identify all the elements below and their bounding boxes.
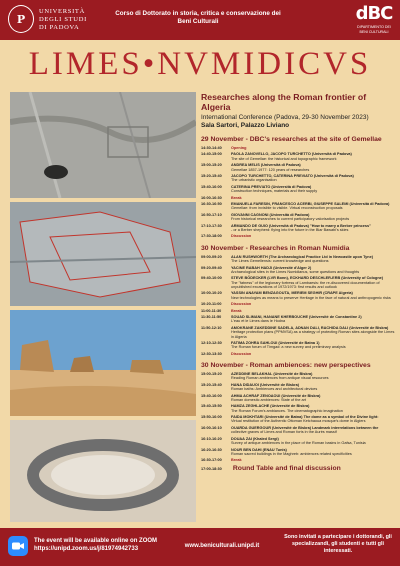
- conference-dates: International Conference (Padova, 29-30 November 2023): [201, 114, 369, 121]
- schedule-row: [201, 224, 395, 233]
- schedule-row: [201, 276, 395, 289]
- schedule-row: [201, 266, 395, 275]
- schedule-time: 16:10-16:20: [201, 436, 222, 441]
- schedule-time: 15:20-15:40: [201, 382, 222, 387]
- schedule-time: 15:40-16:00: [201, 184, 222, 189]
- schedule-row: [201, 185, 395, 194]
- speaker: YASSIN ANAYAM BENZAGOUTA, MERIEM SEGHIR (CRAPE Algeria): [231, 291, 353, 296]
- university-name-line: DI PADOVA: [39, 24, 80, 31]
- university-seal-icon: P: [8, 5, 34, 33]
- schedule-row: [201, 448, 395, 457]
- schedule-list: [201, 146, 395, 239]
- day-title: 30 November - Researches in Roman Numidia: [201, 244, 350, 252]
- schedule-entry: [231, 202, 395, 211]
- schedule-entry: [231, 426, 395, 435]
- talk-title: collective graves of Limes and Roman forts in the Aurès massif: [231, 430, 337, 435]
- schedule-time: 11:30-11:50: [201, 315, 222, 320]
- schedule-row: [201, 302, 395, 306]
- schedule-row: [201, 291, 395, 300]
- talk-title: Break: [231, 308, 242, 313]
- schedule-time: 15:50-16:00: [201, 415, 222, 420]
- schedule-time: 12:10-12:30: [201, 340, 222, 345]
- speaker: HANA DIDAUOI (Université de Biskra): [231, 382, 300, 387]
- schedule-time: 09:00-09:20: [201, 254, 222, 259]
- talk-title: Reading Roman ambiences from antique visual resources: [231, 376, 329, 381]
- schedule-row: [201, 426, 395, 435]
- schedule-time: 14:40-15:00: [201, 152, 222, 157]
- schedule-row: [201, 458, 395, 462]
- invitation-note: Sono invitati a partecipare i dottorandi, gli specializzandi, gli studenti e tutti gli interessati.: [284, 534, 392, 554]
- schedule-row: [201, 234, 395, 238]
- schedule-time: 11:00-11:30: [201, 308, 222, 313]
- schedule-time: 09:40-10:00: [201, 276, 222, 281]
- ring-render: [10, 420, 196, 522]
- schedule-time: 16:00-16:10: [201, 425, 222, 430]
- footer-banner: [0, 528, 400, 566]
- header-banner: [0, 0, 400, 40]
- schedule-entry: [231, 196, 395, 200]
- speaker: ARMANDO DE GUIO (Università di Padova) "How to marry a Berber princess": [231, 223, 371, 228]
- schedule-entry: [231, 163, 395, 172]
- speaker: OUARDA GUERGOUR (Université de Biskra) Landmark interrelations between the: [231, 425, 379, 430]
- talk-title: Discussion: [231, 302, 252, 307]
- schedule-time: 16:30-16:50: [201, 202, 222, 207]
- speaker: AHMA ACHRAF ZENOAOUI (Université de Biskra): [231, 393, 321, 398]
- talk-title: The Roman forum of Timgad: a new survey and preliminary analysis: [231, 345, 346, 350]
- talk-title: The "fatness" of the legionary fortress of Lambaesis: the re-discovered documentation of unpublished excavations of 1972/1973: first results and outlook: [231, 280, 380, 289]
- schedule-time: 10:00-10:20: [201, 291, 222, 296]
- schedule-time: 11:50-12:10: [201, 325, 222, 330]
- talk-title: From historical researches to current participatory valorisation projects: [231, 217, 350, 222]
- schedule-entry: [231, 458, 395, 462]
- schedule-row: [201, 341, 395, 350]
- schedule-time: 09:20-09:40: [201, 265, 222, 270]
- website-link[interactable]: www.beniculturali.unipd.it: [184, 543, 260, 549]
- course-name: Corso di Dottorato in storia, critica e conservazione dei Beni Culturali: [115, 10, 281, 25]
- speaker: CATERINA PREVIATO (Università di Padova): [231, 184, 312, 189]
- schedule-time: 15:00-15:20: [201, 163, 222, 168]
- talk-title: Discussion: [231, 351, 252, 356]
- talk-title: Construction techniques, materials and their supply: [231, 189, 318, 194]
- schedule-entry: [231, 302, 395, 306]
- schedule-entry: [231, 152, 395, 161]
- schedule-entry: [231, 213, 395, 222]
- speaker: GIOVANNI CAGNONI (Università di Padova): [231, 212, 310, 217]
- speaker: PAOLA ZANOVELLO, JACOPO TURCHETTO (Università di Padova): [231, 152, 352, 157]
- schedule-entry: [231, 383, 395, 392]
- speaker: JACOPO TURCHETTO, CATERINA PREVIATO (Università di Padova): [231, 174, 354, 179]
- schedule-time: 15:40-16:00: [201, 393, 222, 398]
- speaker: FAIDA MOKHTARI (Université de Batna) The dome as a symbol of the Divine light:: [231, 415, 379, 420]
- zoom-icon: [8, 536, 28, 556]
- speaker: NOUR BEN DAHI (ENAU Tunis): [231, 447, 287, 452]
- schedule-entry: [231, 224, 395, 233]
- schedule-row: [201, 372, 395, 381]
- schedule-row: [201, 352, 395, 356]
- schedule-row: [201, 202, 395, 211]
- schedule-row: [201, 174, 395, 183]
- speaker: ALAN RUSHWORTH (The Archaeological Practice Ltd in Newcastle upon Tyne): [231, 254, 373, 259]
- day-title: 30 November - Roman ambiences: new perspectives: [201, 362, 371, 370]
- schedule-entry: [231, 341, 395, 350]
- schedule-row: [201, 415, 395, 424]
- schedule-row: [201, 394, 395, 403]
- talk-title: Heritage protection plans (PPMVSA) as a strategy of protecting Roman sites alongside the Limes in Algeria: [231, 330, 395, 339]
- schedule-list: [201, 255, 395, 356]
- talk-title: The Limes Gemellensis: current knowledge and questions: [231, 259, 329, 264]
- speaker: STEVE BÖDECKER (LVR Bonn), ECKHARD DESCHLER-ERB (University of Cologne): [231, 276, 384, 281]
- program-column: [201, 92, 395, 473]
- ruins-photo: [10, 310, 196, 416]
- schedule-row: [201, 309, 395, 313]
- schedule-time: 16:50-17:10: [201, 212, 222, 217]
- talk-title: Opening: [231, 146, 247, 150]
- schedule-entry: [231, 309, 395, 313]
- schedule-time: 15:00-15:20: [201, 372, 222, 377]
- talk-title: Break: [231, 458, 242, 463]
- schedule-entry: [231, 255, 395, 264]
- talk-title: New technologies as means to preserve Heritage in the face of natural and anthropogenic risks: [231, 295, 391, 300]
- round-table-label: Round Table and final discussion: [232, 464, 341, 472]
- schedule-entry: [231, 448, 395, 457]
- schedule-time: 14:30-14:40: [201, 146, 222, 150]
- speaker: HAMZA ZEGHLACHE (Université de Biskra): [231, 404, 310, 409]
- schedule-time: 17:30-18:00: [201, 234, 222, 239]
- round-table-time: 17:00-18:30: [201, 466, 222, 471]
- schedule-entry: [231, 276, 395, 289]
- talk-title: Gemellae 1857-1977: 120 years of researches: [231, 167, 310, 172]
- schedule-row: [201, 383, 395, 392]
- talk-title: The Roman Forum's ambiances. The cinematographic imagination: [231, 408, 343, 413]
- round-table: [201, 465, 395, 473]
- speaker: FATIMA ZOHRA SAHLOUI (Université de Batna 1): [231, 340, 320, 345]
- dbc-logo: [354, 3, 394, 34]
- speaker: EMANUELA FARESIN, FRANCESCO ACERBI, GIUSEPPE SALEMI (Università di Padova): [231, 202, 390, 207]
- university-logo: [8, 5, 87, 33]
- speaker: ANDREA MELIS (Università di Padova): [231, 163, 301, 168]
- university-name-line: DEGLI STUDI: [39, 16, 87, 23]
- talk-title: Survey of antique ambiences in the place of the Roman basins in Gafsa, Tunisia: [231, 441, 366, 446]
- schedule-entry: [231, 185, 395, 194]
- schedule-time: 10:20-11:00: [201, 302, 222, 307]
- talk-title: Break: [231, 195, 242, 200]
- schedule-time: 15:40-15:50: [201, 404, 222, 409]
- schedule-time: 12:30-13:30: [201, 351, 222, 356]
- schedule-entry: [231, 437, 395, 446]
- schedule-entry: [231, 146, 395, 150]
- aerial-photo-2: [10, 202, 196, 306]
- schedule-time: 16:20-16:30: [201, 447, 222, 452]
- talk-title: - or a Berber shepherd: flying into the future in the Biar Bawabi's skies: [231, 227, 349, 232]
- schedule-time: 16:00-16:30: [201, 195, 222, 200]
- talk-title: The site of Gemellae: the historical and topographic framework: [231, 156, 337, 161]
- schedule-entry: [231, 291, 395, 300]
- talk-title: L'eau et le Limes dans le Hodna: [231, 319, 286, 324]
- schedule-row: [201, 255, 395, 264]
- schedule-entry: [231, 394, 395, 403]
- dbc-logo-mark: dBC: [355, 3, 393, 24]
- talk-title: Roman sacred buildings in the Maghreb: ambiences related specificities: [231, 451, 352, 456]
- talk-title: Virtual restitution of the Authentic Ottoman Ketchaoua mosque's dome in Algiers: [231, 419, 366, 424]
- talk-title: Roman domestic ambiences: State of the art: [231, 397, 306, 402]
- schedule-entry: [231, 174, 395, 183]
- speaker: YACINE RABAH HADJI (Université d'Alger 2): [231, 265, 312, 270]
- conference-subtitle: Researches along the Roman frontier of Algeria: [201, 92, 367, 112]
- schedule-row: [201, 404, 395, 413]
- schedule-entry: [231, 315, 395, 324]
- talk-title: The urbanistic organisation: [231, 178, 277, 183]
- schedule-entry: [231, 326, 395, 339]
- speaker: AZEDDINE BELAKHAL (Université de Biskra): [231, 372, 313, 377]
- speaker: DOUAA ZAI (Khaled Sergi): [231, 436, 279, 441]
- talk-title: Archaeological sites in the Limes Numidianus, some questions and thoughts: [231, 269, 360, 274]
- schedule-row: [201, 315, 395, 324]
- conference-venue: Sala Sartori, Palazzo Liviano: [201, 122, 290, 129]
- dbc-logo-subtitle: DIPARTIMENTO DEI BENI CULTURALI: [357, 25, 391, 34]
- day-title: 29 November - DBC's researches at the site of Gemellae: [201, 136, 382, 143]
- schedule-row: [201, 326, 395, 339]
- schedule-time: 16:30-17:00: [201, 458, 222, 463]
- speaker: SOUAD SLIMANI, HANANE KHERBOUCHE (Université de Constantine 2): [231, 315, 362, 320]
- schedule-row: [201, 163, 395, 172]
- schedule-row: [201, 152, 395, 161]
- schedule-entry: [231, 234, 395, 238]
- university-name: [39, 8, 87, 33]
- schedule-list: [201, 372, 395, 463]
- schedule-entry: [231, 372, 395, 381]
- schedule-row: [201, 213, 395, 222]
- schedule-time: 17:10-17:30: [201, 223, 222, 228]
- schedule-entry: [231, 415, 395, 424]
- schedule-row: [201, 196, 395, 200]
- university-name-line: UNIVERSITÀ: [39, 8, 85, 15]
- zoom-link[interactable]: The event will be available online on ZOOM https://unipd.zoom.us/j/81974942733: [34, 538, 158, 552]
- aerial-photo-1: [10, 92, 196, 198]
- schedule-entry: [231, 352, 395, 356]
- schedule-row: [201, 146, 395, 150]
- talk-title: Gemellae: from invisible to visible. Virtual reconstruction proposals: [231, 206, 343, 211]
- schedule-row: [201, 437, 395, 446]
- page-title: LIMES•NVMIDICVS: [28, 46, 372, 82]
- schedule-time: 15:20-15:40: [201, 174, 222, 179]
- speaker: AMOKRANE ZAKEDDINE SADELA, ADNAN DALI, RACHIDA DALI (Université de Biskra): [231, 325, 389, 330]
- talk-title: Roman baths: Ambiences and architectural devices: [231, 387, 318, 392]
- talk-title: Discussion: [231, 234, 252, 239]
- schedule-entry: [231, 404, 395, 413]
- schedule-entry: [231, 266, 395, 275]
